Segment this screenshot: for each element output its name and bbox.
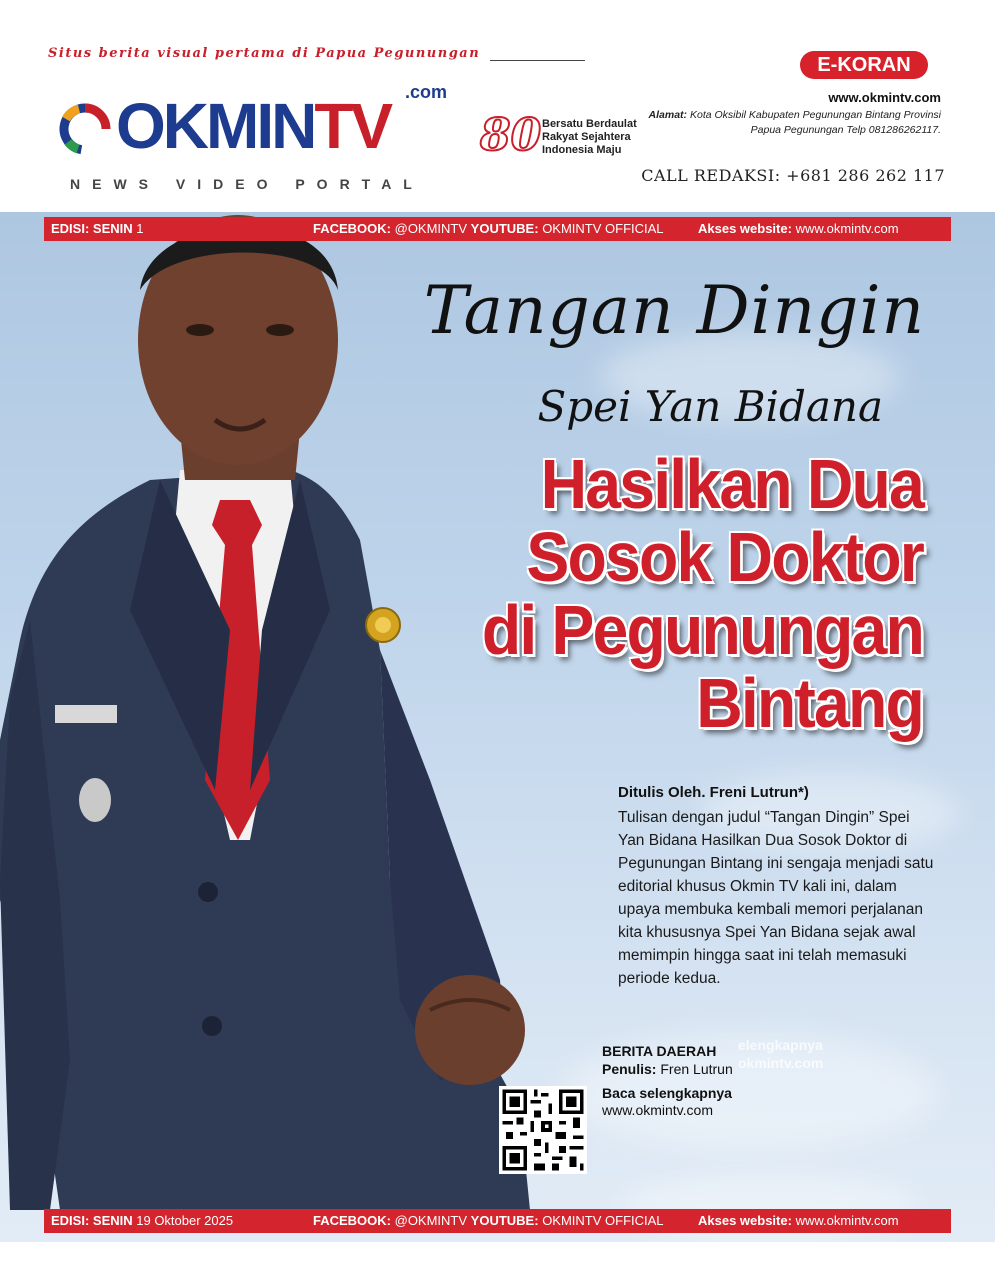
qr-code-icon[interactable] [499, 1086, 587, 1174]
article-author: Penulis: Fren Lutrun [602, 1061, 733, 1077]
okmintv-logo[interactable] [58, 82, 458, 176]
website-info-bottom[interactable]: Akses website: www.okmintv.com [698, 1213, 899, 1228]
social-info-top[interactable]: FACEBOOK: @OKMINTV YOUTUBE: OKMINTV OFFICIAL [313, 221, 664, 236]
anniversary-number: 80 [480, 110, 542, 161]
article-byline: Ditulis Oleh. Freni Lutrun*) [618, 784, 809, 801]
article-body: Tulisan dengan judul “Tangan Dingin” Spei Yan Bidana Hasilkan Dua Sosok Doktor di Pegunungan Bintang ini sengaja menjadi satu editorial khusus Okmin TV kali ini, dalam upaya membuka kembali memori perjalanan kita khususnya Spei Yan Bidana sejak awal memimpin hingga saat ini telah memasuki periode kedua. [618, 809, 934, 987]
tagline: Situs berita visual pertama di Papua Pegunungan [48, 46, 481, 61]
logo-ring-icon [58, 102, 112, 156]
ghost-text: elengkapnya okmintv.com [738, 1037, 824, 1071]
lapel-pin-icon [366, 608, 400, 642]
tagline-divider [490, 60, 585, 61]
headline-script-1: Tangan Dingin [423, 272, 925, 349]
read-more-link[interactable]: www.okmintv.com [602, 1102, 713, 1118]
info-bar-bottom [44, 1209, 951, 1233]
logo-wordmark: OKMINTV [116, 90, 391, 162]
header-website-link[interactable]: www.okmintv.com [828, 90, 941, 105]
read-more-label[interactable]: Baca selengkapnya [602, 1085, 732, 1101]
main-headline: Hasilkan Dua Sosok Doktor di Pegunungan Bintang [481, 445, 923, 742]
office-address: Alamat: Kota Oksibil Kabupaten Pegunungan Bintang Provinsi Papua Pegunungan Telp 081286262117. [648, 109, 941, 136]
edition-info-top: EDISI: SENIN 1 [51, 221, 144, 236]
ekoran-badge[interactable]: E-KORAN [800, 51, 928, 79]
edition-info-bottom: EDISI: SENIN 19 Oktober 2025 [51, 1213, 234, 1228]
logo-subtitle: NEWS VIDEO PORTAL [70, 176, 424, 192]
website-info-top[interactable]: Akses website: www.okmintv.com [698, 221, 899, 236]
headline-script-2: Spei Yan Bidana [537, 382, 883, 431]
article-category: BERITA DAERAH [602, 1043, 717, 1059]
social-info-bottom[interactable]: FACEBOOK: @OKMINTV YOUTUBE: OKMINTV OFFICIAL [313, 1213, 664, 1228]
anniversary-motto: Bersatu Berdaulat Rakyat Sejahtera Indonesia Maju [542, 118, 637, 156]
logo-domain: .com [405, 82, 448, 102]
call-redaksi: CALL REDAKSI: +681 286 262 117 [641, 166, 945, 185]
info-bar-top [44, 217, 951, 241]
